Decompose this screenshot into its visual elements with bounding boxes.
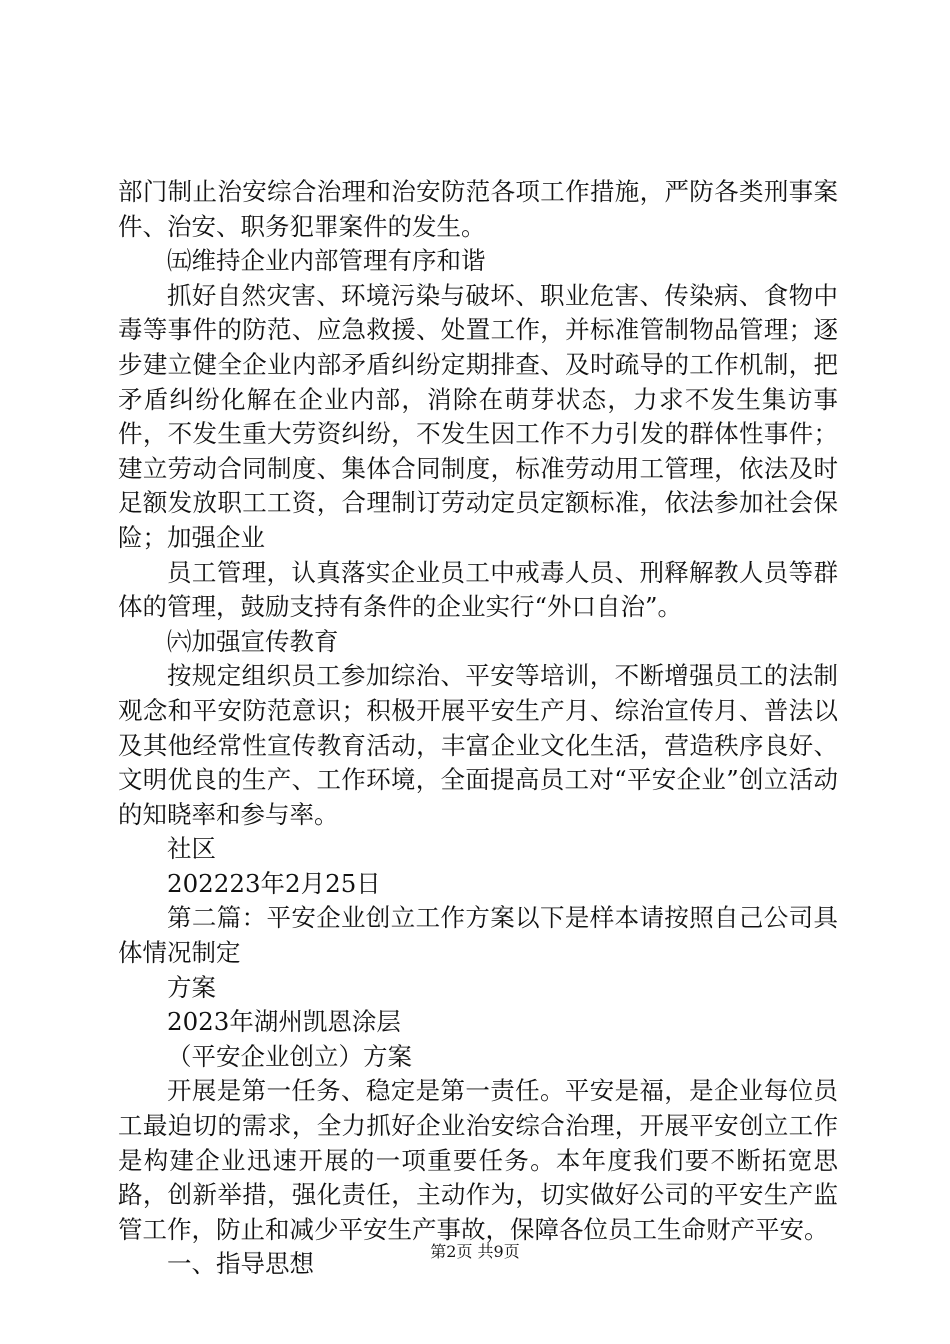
page-number-footer: 第2页 共9页	[430, 1242, 520, 1261]
signature-org: 社区	[167, 834, 216, 864]
paragraph: 部门制止治安综合治理和治安防范各项工作措施，严防各类刑事案件、治安、职务犯罪案件的发生。	[118, 177, 838, 241]
signature-date: 202223年2月25日	[167, 868, 381, 898]
section-heading: ㈥加强宣传教育	[167, 626, 339, 656]
paragraph: 抓好自然灾害、环境污染与破坏、职业危害、传染病、食物中毒等事件的防范、应急救援、处置工作，并标准管制物品管理；逐步建立健全企业内部矛盾纠纷定期排查、及时疏导的工作机制，把矛盾纠纷化解在企业内部，消除在萌芽状态，力求不发生集访事件，不发生重大劳资纠纷，不发生因工作不力引发的群体性事件；建立劳动合同制度、集体合同制度，标准劳动用工管理，依法及时足额发放职工工资，合理制订劳动定员定额标准，依法参加社会保险；加强企业	[118, 280, 838, 552]
paragraph: 员工管理，认真落实企业员工中戒毒人员、刑释解教人员等群体的管理，鼓励支持有条件的企业实行“外口自治”。	[118, 557, 838, 622]
paragraph: 按规定组织员工参加综治、平安等培训，不断增强员工的法制观念和平安防范意识；积极开展平安生产月、综治宣传月、普法以及其他经常性宣传教育活动，丰富企业文化生活，营造秩序良好、文明优良的生产、工作环境，全面提高员工对“平安企业”创立活动的知晓率和参与率。	[118, 661, 838, 829]
section-heading: ㈤维持企业内部管理有序和谐	[167, 246, 486, 276]
paragraph: 开展是第一任务、稳定是第一责任。平安是福，是企业每位员工最迫切的需求，全力抓好企业治安综合治理，开展平安创立工作是构建企业迅速开展的一项重要任务。本年度我们要不断拓宽思路，创新举措，强化责任，主动作为，切实做好公司的平安生产监管工作，防止和减少平安生产事故，保障各位员工生命财产平安。	[118, 1076, 838, 1244]
section-heading: 一、指导思想	[167, 1249, 314, 1279]
document-body	[118, 175, 838, 1282]
paragraph: 2023年湖州凯恩涂层	[167, 1007, 401, 1037]
paragraph: 方案	[167, 972, 216, 1002]
chapter-heading: 第二篇：平安企业创立工作方案以下是样本请按照自己公司具体情况制定	[118, 903, 838, 968]
paragraph: （平安企业创立）方案	[167, 1041, 412, 1071]
